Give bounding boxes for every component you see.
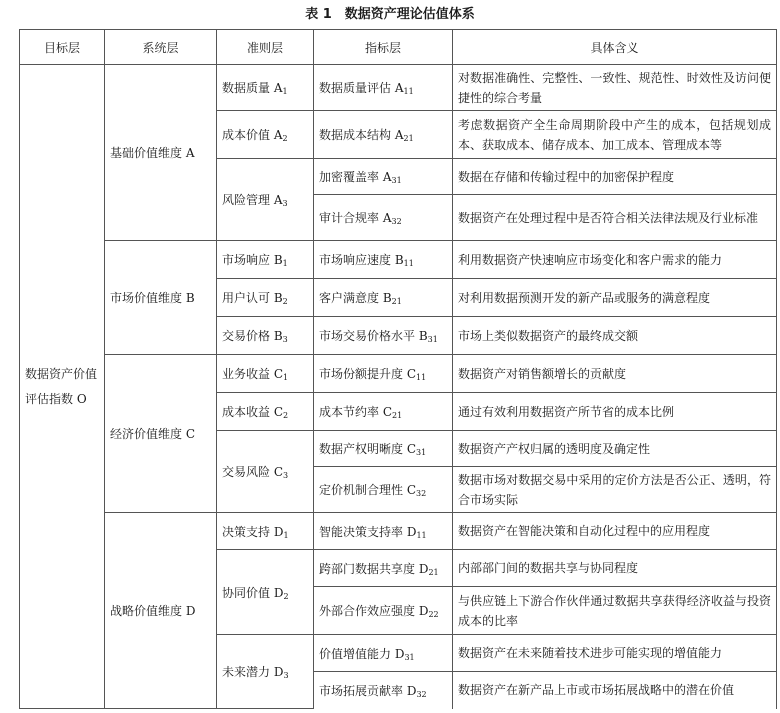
valuation-system-table xyxy=(19,29,777,709)
table-row xyxy=(20,65,777,111)
indicator-cell xyxy=(314,111,453,159)
meaning-cell: 内部部门间的数据共享与协同程度 xyxy=(453,550,777,587)
indicator-label: 数据质量评估 A xyxy=(319,81,404,95)
criteria-a3-cell xyxy=(217,159,314,241)
indicator-cell xyxy=(314,513,453,550)
table-row xyxy=(20,513,777,550)
indicator-subscript: 31 xyxy=(427,335,438,344)
criteria-b1-cell xyxy=(217,241,314,279)
indicator-label: 外部合作效应强度 D xyxy=(319,604,429,618)
indicator-label: 价值增值能力 D xyxy=(319,646,405,661)
indicator-label: 加密覆盖率 A xyxy=(319,170,392,184)
indicator-cell xyxy=(314,550,453,587)
indicator-label: 成本节约率 C xyxy=(319,405,392,419)
system-c-cell: 经济价值维度 C xyxy=(105,355,217,513)
criteria-label: 数据质量 A xyxy=(222,81,283,95)
criteria-subscript: 1 xyxy=(282,87,288,96)
indicator-label: 数据成本结构 A xyxy=(319,128,404,142)
table-caption: 表 1 数据资产理论估值体系 xyxy=(305,7,475,22)
indicator-label: 跨部门数据共享度 D xyxy=(319,561,429,576)
meaning-cell: 与供应链上下游合作伙伴通过数据共享获得经济收益与投资成本的比率 xyxy=(453,587,777,635)
criteria-b2-cell xyxy=(217,279,314,317)
header-system-layer: 系统层 xyxy=(105,30,217,65)
criteria-subscript: 1 xyxy=(283,373,289,382)
indicator-subscript: 31 xyxy=(391,176,402,185)
indicator-label: 市场拓展贡献率 D xyxy=(319,683,417,698)
indicator-cell xyxy=(314,467,453,513)
indicator-subscript: 11 xyxy=(403,259,414,268)
criteria-label: 业务收益 C xyxy=(222,367,283,381)
indicator-cell xyxy=(314,355,453,393)
criteria-subscript: 2 xyxy=(282,134,288,143)
criteria-label: 未来潜力 D xyxy=(222,665,284,679)
indicator-cell xyxy=(314,279,453,317)
criteria-label: 用户认可 B xyxy=(222,291,283,305)
indicator-subscript: 21 xyxy=(428,567,439,577)
criteria-c1-cell xyxy=(217,355,314,393)
meaning-cell: 通过有效利用数据资产所节省的成本比例 xyxy=(453,393,777,431)
meaning-cell: 数据资产对销售额增长的贡献度 xyxy=(453,355,777,393)
criteria-subscript: 3 xyxy=(283,671,289,680)
criteria-label: 市场响应 B xyxy=(222,253,283,267)
header-goal-layer: 目标层 xyxy=(20,30,105,65)
indicator-subscript: 32 xyxy=(391,217,402,226)
header-indicator-layer: 指标层 xyxy=(314,30,453,65)
header-meaning: 具体含义 xyxy=(453,30,777,65)
meaning-cell: 数据资产产权归属的透明度及确定性 xyxy=(453,431,777,467)
table-row xyxy=(20,241,777,279)
indicator-subscript: 32 xyxy=(416,489,427,498)
criteria-label: 交易价格 B xyxy=(222,329,283,343)
header-criteria-layer: 准则层 xyxy=(217,30,314,65)
criteria-d1-cell xyxy=(217,513,314,550)
goal-cell: 数据资产价值评估指数 O xyxy=(20,65,105,709)
table-header-row xyxy=(20,30,777,65)
indicator-label: 市场响应速度 B xyxy=(319,253,404,267)
system-a-cell: 基础价值维度 A xyxy=(105,65,217,241)
indicator-cell xyxy=(314,587,453,635)
indicator-label: 数据产权明晰度 C xyxy=(319,442,416,456)
criteria-subscript: 2 xyxy=(283,591,289,601)
indicator-cell xyxy=(314,241,453,279)
meaning-cell: 考虑数据资产全生命周期阶段中产生的成本，包括规划成本、获取成本、储存成本、加工成本、管理成本等 xyxy=(453,111,777,159)
criteria-d3-cell xyxy=(217,635,314,709)
indicator-subscript: 11 xyxy=(416,530,427,540)
criteria-label: 成本收益 C xyxy=(222,405,283,419)
meaning-cell: 数据市场对数据交易中采用的定价方法是否公正、透明，符合市场实际 xyxy=(453,467,777,513)
criteria-b3-cell xyxy=(217,317,314,355)
criteria-label: 协同价值 D xyxy=(222,585,284,600)
indicator-cell xyxy=(314,393,453,431)
indicator-subscript: 31 xyxy=(416,448,427,457)
meaning-cell: 对数据准确性、完整性、一致性、规范性、时效性及访问便捷性的综合考量 xyxy=(453,65,777,111)
meaning-cell: 数据资产在处理过程中是否符合相关法律法规及行业标准 xyxy=(453,195,777,241)
table-row xyxy=(20,355,777,393)
meaning-cell: 对利用数据预测开发的新产品或服务的满意程度 xyxy=(453,279,777,317)
meaning-cell: 数据资产在新产品上市或市场拓展战略中的潜在价值 xyxy=(453,672,777,709)
criteria-label: 风险管理 A xyxy=(222,193,283,207)
meaning-cell: 利用数据资产快速响应市场变化和客户需求的能力 xyxy=(453,241,777,279)
meaning-cell: 数据在存储和传输过程中的加密保护程度 xyxy=(453,159,777,195)
criteria-d2-cell xyxy=(217,550,314,635)
criteria-label: 成本价值 A xyxy=(222,128,283,142)
criteria-label: 交易风险 C xyxy=(222,465,283,479)
criteria-subscript: 3 xyxy=(283,471,289,480)
system-b-cell: 市场价值维度 B xyxy=(105,241,217,355)
criteria-subscript: 2 xyxy=(282,297,288,306)
indicator-subscript: 11 xyxy=(403,87,414,96)
indicator-subscript: 11 xyxy=(416,373,427,382)
indicator-subscript: 22 xyxy=(428,610,439,619)
criteria-subscript: 3 xyxy=(282,199,288,208)
indicator-subscript: 31 xyxy=(404,652,415,662)
indicator-label: 智能决策支持率 D xyxy=(319,524,417,539)
indicator-label: 审计合规率 A xyxy=(319,211,392,225)
meaning-cell: 数据资产在未来随着技术进步可能实现的增值能力 xyxy=(453,635,777,672)
meaning-cell: 市场上类似数据资产的最终成交额 xyxy=(453,317,777,355)
indicator-cell xyxy=(314,195,453,241)
criteria-a2-cell xyxy=(217,111,314,159)
criteria-c3-cell xyxy=(217,431,314,513)
criteria-subscript: 1 xyxy=(283,530,289,540)
indicator-cell xyxy=(314,635,453,672)
indicator-label: 市场交易价格水平 B xyxy=(319,329,428,343)
criteria-subscript: 1 xyxy=(282,259,288,268)
criteria-subscript: 2 xyxy=(283,411,289,420)
indicator-label: 定价机制合理性 C xyxy=(319,483,416,497)
indicator-cell xyxy=(314,65,453,111)
indicator-subscript: 32 xyxy=(416,689,427,699)
criteria-c2-cell xyxy=(217,393,314,431)
indicator-cell xyxy=(314,431,453,467)
meaning-cell: 数据资产在智能决策和自动化过程中的应用程度 xyxy=(453,513,777,550)
system-d-cell: 战略价值维度 D xyxy=(105,513,217,709)
indicator-cell xyxy=(314,672,453,709)
criteria-a1-cell xyxy=(217,65,314,111)
indicator-subscript: 21 xyxy=(392,411,403,420)
indicator-subscript: 21 xyxy=(403,134,414,143)
indicator-cell xyxy=(314,159,453,195)
indicator-cell xyxy=(314,317,453,355)
indicator-label: 市场份额提升度 C xyxy=(319,367,416,381)
criteria-label: 决策支持 D xyxy=(222,524,284,539)
indicator-label: 客户满意度 B xyxy=(319,291,392,305)
criteria-subscript: 3 xyxy=(282,335,288,344)
indicator-subscript: 21 xyxy=(391,297,402,306)
